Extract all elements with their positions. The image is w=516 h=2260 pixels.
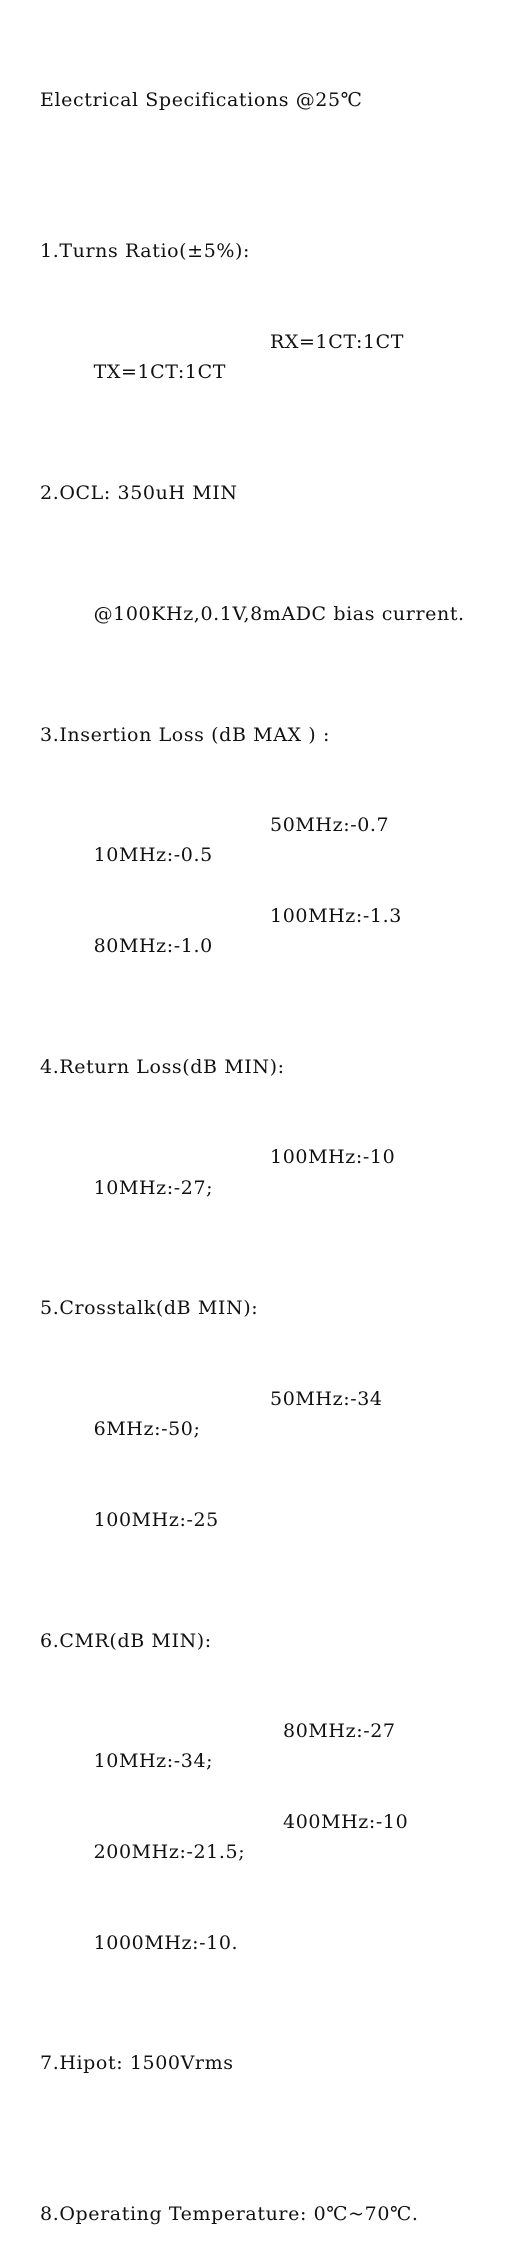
spec-value: 50MHz:-0.7 xyxy=(270,814,390,837)
spec-value: 200MHz:-21.5; xyxy=(93,1840,246,1863)
spec-row xyxy=(40,1716,510,1773)
spec-sheet xyxy=(40,25,510,2260)
spec-value: 10MHz:-27; xyxy=(93,1176,214,1199)
spec-value: TX=1CT:1CT xyxy=(93,361,227,384)
spec-row xyxy=(40,1475,510,1531)
spec-value: 100MHz:-1.3 xyxy=(270,904,402,927)
spec-value: 10MHz:-0.5 xyxy=(93,844,213,867)
spec-value: 100MHz:-10 xyxy=(270,1146,396,1169)
spec-heading-crosstalk: 5.Crosstalk(dB MIN): xyxy=(40,1297,259,1320)
spec-row xyxy=(40,810,510,867)
spec-heading-hipot: 7.Hipot: 1500Vrms xyxy=(40,2052,234,2075)
spec-heading-operating-temperature: 8.Operating Temperature: 0℃~70℃. xyxy=(40,2203,419,2226)
spec-heading-return-loss: 4.Return Loss(dB MIN): xyxy=(40,1055,285,1078)
spec-value: @100KHz,0.1V,8mADC bias current. xyxy=(93,602,465,625)
spec-value: 6MHz:-50; xyxy=(93,1418,201,1441)
spec-row xyxy=(40,901,510,957)
spec-row xyxy=(40,1807,510,1863)
spec-title: Electrical Specifications @25℃ xyxy=(40,89,363,112)
spec-value: 10MHz:-34; xyxy=(93,1750,214,1773)
spec-value: 50MHz:-34 xyxy=(270,1387,383,1410)
spec-value: 400MHz:-10 xyxy=(283,1810,409,1833)
spec-value: 1000MHz:-10. xyxy=(93,1931,239,1954)
spec-row xyxy=(40,569,510,625)
spec-heading-insertion-loss: 3.Insertion Loss (dB MAX ) : xyxy=(40,723,330,746)
spec-heading-ocl: 2.OCL: 350uH MIN xyxy=(40,482,238,504)
spec-value: 80MHz:-1.0 xyxy=(93,934,213,957)
spec-value: 80MHz:-27 xyxy=(283,1720,396,1743)
spec-row xyxy=(40,327,510,384)
spec-row xyxy=(40,1384,510,1441)
spec-row xyxy=(40,1142,510,1199)
spec-heading-cmr: 6.CMR(dB MIN): xyxy=(40,1629,212,1652)
spec-row xyxy=(40,1897,510,1954)
spec-heading-turns-ratio: 1.Turns Ratio(±5%): xyxy=(40,240,251,263)
spec-value: RX=1CT:1CT xyxy=(270,331,405,353)
spec-value: 100MHz:-25 xyxy=(93,1508,219,1531)
